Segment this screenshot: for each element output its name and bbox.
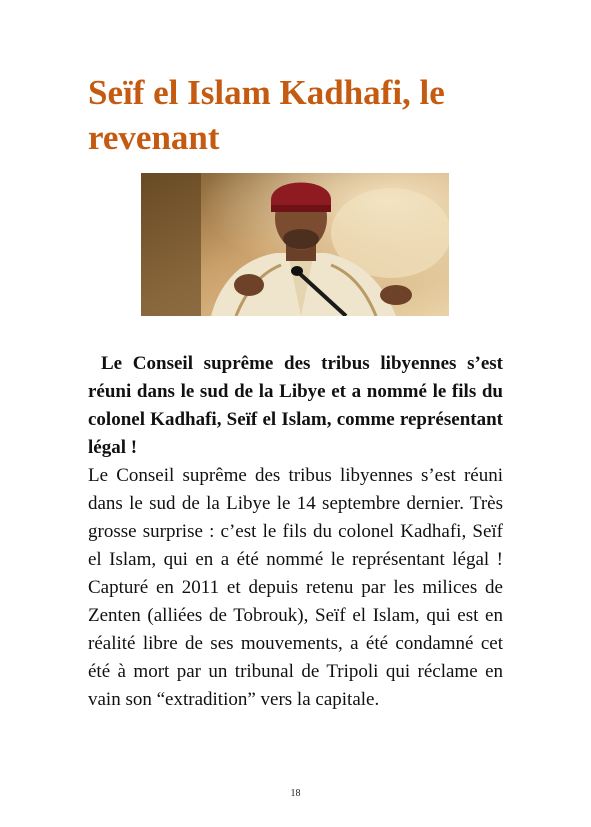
page-number: 18 [290,788,301,799]
article-body: Le Conseil suprême des tribus libyennes s’est réuni dans le sud de la Libye le 14 septembre dernier. Très grosse surprise : c’est le fils du colonel Kadhafi, Seïf el Islam, qui en a été nommé le représentant légal ! Capturé en 2011 et depuis retenu par les milices de Zenten (alliées de Tobrouk), Seïf el Islam, qui est en réalité libre de ses mouvements, a été condamné cet été à mort par un tribunal de Tripoli qui réclame en vain son “extradition” vers la capitale. [88,465,503,710]
article-lead: Le Conseil suprême des tribus libyennes s’est réuni dans le sud de la Libye et a nommé le fils du colonel Kadhafi, Seïf el Islam, comme représentant légal ! [88,353,503,458]
article-photo [141,173,449,316]
article-title: Seïf el Islam Kadhafi, le revenant [88,73,445,157]
